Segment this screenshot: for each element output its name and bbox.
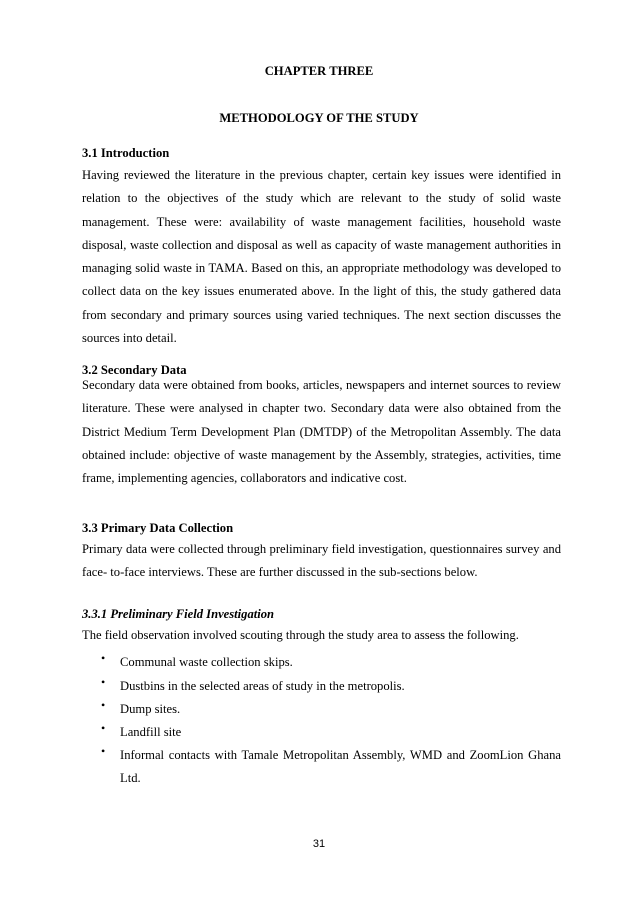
page-number: 31 — [312, 838, 326, 850]
section-body-secondary-data: Secondary data were obtained from books, articles, newspapers and internet sources to review literature. These were analysed in chapter two. Secondary data were also obtained from the District Medium Term Development Plan (DMTDP) of the Metropolitan Assembly. The data obtained include: objective of waste management by the Assembly, strategies, activities, time frame, implementing agencies, collaborators and indicative cost. — [82, 378, 561, 486]
list-item-text: Dustbins in the selected areas of study in the metropolis. — [120, 679, 405, 693]
section-heading-preliminary-field: 3.3.1 Preliminary Field Investigation — [82, 607, 275, 621]
section-body-introduction: Having reviewed the literature in the previous chapter, certain key issues were identified in relation to the objectives of the study which are relevant to the study of solid waste management. These were: availability of waste management facilities, household waste disposal, waste collection and disposal as well as capacity of waste management authorities in managing solid waste in TAMA. Based on this, an appropriate methodology was developed to collect data on the key issues enumerated above. In the light of this, the study gathered data from secondary and primary sources using varied techniques. The next section discusses the sources into detail. — [82, 168, 561, 346]
section-body-primary-data: Primary data were collected through preliminary field investigation, questionnaires survey and face- to-face interviews. These are further discussed in the sub-sections below. — [82, 542, 561, 580]
section-heading-primary-data: 3.3 Primary Data Collection — [82, 521, 234, 535]
bullet-icon: • — [101, 675, 106, 689]
chapter-title: METHODOLOGY OF THE STUDY — [219, 111, 419, 125]
section-heading-secondary-data: 3.2 Secondary Data — [82, 363, 187, 377]
chapter-label: CHAPTER THREE — [264, 64, 374, 78]
section-heading-introduction: 3.1 Introduction — [82, 146, 170, 160]
list-item-text: Dump sites. — [120, 702, 181, 716]
list-item-text: Communal waste collection skips. — [120, 655, 293, 669]
bullet-icon: • — [101, 651, 106, 665]
list-item-text: Informal contacts with Tamale Metropolitan Assembly, WMD and ZoomLion Ghana Ltd. — [120, 748, 561, 786]
section-body-preliminary-field: The field observation involved scouting through the study area to assess the following. — [82, 628, 519, 642]
bullet-icon: • — [101, 744, 106, 758]
bullet-icon: • — [101, 698, 106, 712]
bullet-icon: • — [101, 721, 106, 735]
list-item-text: Landfill site — [120, 725, 182, 739]
